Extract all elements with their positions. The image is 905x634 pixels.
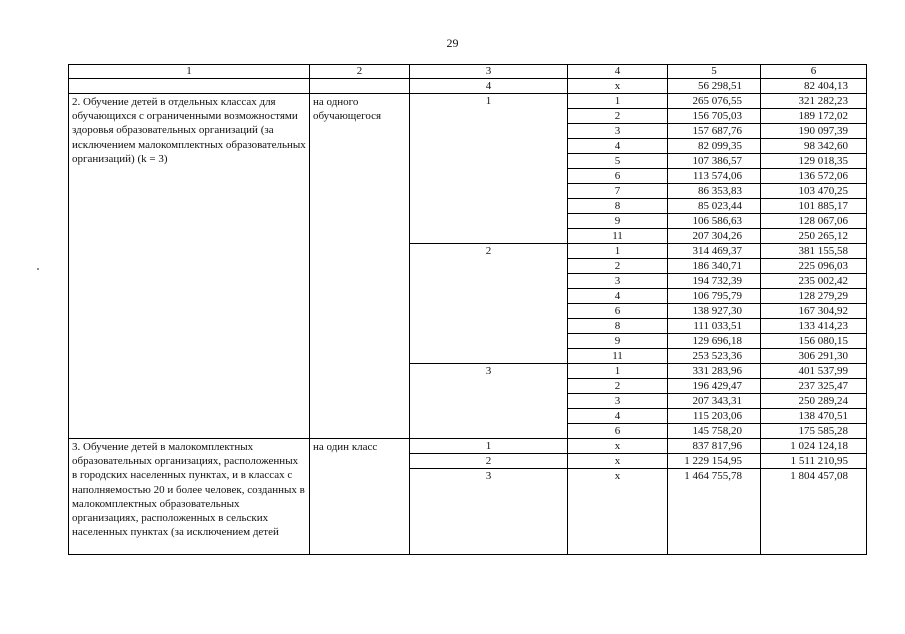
grade-cell: 7 <box>568 184 668 199</box>
value-col5: 115 203,06 <box>668 409 761 424</box>
value-col5: 194 732,39 <box>668 274 761 289</box>
value-col5: 196 429,47 <box>668 379 761 394</box>
value-col6: 138 470,51 <box>761 409 867 424</box>
value-col6: 133 414,23 <box>761 319 867 334</box>
value-col6: 1 024 124,18 <box>761 439 867 454</box>
grade-cell: 1 <box>568 244 668 259</box>
value-col5: 106 795,79 <box>668 289 761 304</box>
value-col5: 837 817,96 <box>668 439 761 454</box>
column-header-3: 3 <box>410 65 568 79</box>
value-col6: 190 097,39 <box>761 124 867 139</box>
value-col5: 207 343,31 <box>668 394 761 409</box>
value-col6: 235 002,42 <box>761 274 867 289</box>
grade-cell: 6 <box>568 169 668 184</box>
grade-cell: x <box>568 439 668 454</box>
grade-cell: 2 <box>568 379 668 394</box>
value-col6: 250 265,12 <box>761 229 867 244</box>
grade-cell: 1 <box>568 364 668 379</box>
value-col5: 1 229 154,95 <box>668 454 761 469</box>
value-col6: 225 096,03 <box>761 259 867 274</box>
column-header-6: 6 <box>761 65 867 79</box>
section2-description: 2. Обучение детей в отдельных классах для обучающихся с ограниченными возможностями здоровья образовательных организаций (за исключением малокомплектных образовательных организаций) (k = 3) <box>69 94 310 439</box>
grade-cell: x <box>568 79 668 94</box>
grade-cell: 1 <box>568 94 668 109</box>
value-col5: 138 927,30 <box>668 304 761 319</box>
value-col5: 86 353,83 <box>668 184 761 199</box>
value-col5: 265 076,55 <box>668 94 761 109</box>
value-col6: 129 018,35 <box>761 154 867 169</box>
level-cell: 2 <box>410 244 568 364</box>
grade-cell: 11 <box>568 349 668 364</box>
value-col6: 98 342,60 <box>761 139 867 154</box>
value-col5: 82 099,35 <box>668 139 761 154</box>
value-col6: 136 572,06 <box>761 169 867 184</box>
section3-description: 3. Обучение детей в малокомплектных образовательных организациях, расположенных в городских населенных пунктах, и в классах с наполняемостью 20 и более человек, созданных в малокомплектных образовательных организациях, расположенных в сельских населенных пунктах (за исключением детей <box>69 439 310 555</box>
grade-cell: 4 <box>568 409 668 424</box>
value-col5: 106 586,63 <box>668 214 761 229</box>
value-col6: 189 172,02 <box>761 109 867 124</box>
value-col6: 1 804 457,08 <box>761 469 867 555</box>
value-col6: 167 304,92 <box>761 304 867 319</box>
value-col5: 113 574,06 <box>668 169 761 184</box>
value-col6: 156 080,15 <box>761 334 867 349</box>
scan-artifact-dot <box>37 268 39 270</box>
value-col5: 156 705,03 <box>668 109 761 124</box>
value-col6: 306 291,30 <box>761 349 867 364</box>
grade-cell: 2 <box>568 109 668 124</box>
value-col6: 175 585,28 <box>761 424 867 439</box>
continuation-row <box>69 79 867 94</box>
grade-cell: 3 <box>568 274 668 289</box>
level-cell: 2 <box>410 454 568 469</box>
value-col6: 250 289,24 <box>761 394 867 409</box>
value-col5: 331 283,96 <box>668 364 761 379</box>
grade-cell: 4 <box>568 289 668 304</box>
value-col5: 157 687,76 <box>668 124 761 139</box>
value-col6: 82 404,13 <box>761 79 867 94</box>
section3-unit: на один класс <box>310 439 410 555</box>
value-col6: 237 325,47 <box>761 379 867 394</box>
value-col5: 186 340,71 <box>668 259 761 274</box>
grade-cell: 8 <box>568 319 668 334</box>
value-col6: 128 067,06 <box>761 214 867 229</box>
page-number: 29 <box>446 36 459 50</box>
value-col5: 1 464 755,78 <box>668 469 761 555</box>
grade-cell: 6 <box>568 304 668 319</box>
level-cell: 1 <box>410 94 568 244</box>
column-header-1: 1 <box>69 65 310 79</box>
header-row <box>69 65 867 79</box>
section2-unit: на одного обучающегося <box>310 94 410 439</box>
value-col5: 207 304,26 <box>668 229 761 244</box>
value-col6: 128 279,29 <box>761 289 867 304</box>
empty-cell <box>69 79 310 94</box>
column-header-5: 5 <box>668 65 761 79</box>
table-row <box>69 94 867 109</box>
tariff-table <box>68 64 867 555</box>
table-row <box>69 439 867 454</box>
level-cell: 3 <box>410 469 568 555</box>
level-cell: 4 <box>410 79 568 94</box>
grade-cell: 4 <box>568 139 668 154</box>
grade-cell: x <box>568 454 668 469</box>
level-cell: 1 <box>410 439 568 454</box>
level-cell: 3 <box>410 364 568 439</box>
value-col6: 103 470,25 <box>761 184 867 199</box>
column-header-4: 4 <box>568 65 668 79</box>
column-header-2: 2 <box>310 65 410 79</box>
empty-cell <box>310 79 410 94</box>
grade-cell: 3 <box>568 124 668 139</box>
grade-cell: 3 <box>568 394 668 409</box>
grade-cell: 5 <box>568 154 668 169</box>
value-col5: 253 523,36 <box>668 349 761 364</box>
grade-cell: 6 <box>568 424 668 439</box>
tariff-table-body <box>69 65 867 555</box>
value-col5: 145 758,20 <box>668 424 761 439</box>
value-col6: 321 282,23 <box>761 94 867 109</box>
value-col6: 401 537,99 <box>761 364 867 379</box>
value-col5: 111 033,51 <box>668 319 761 334</box>
value-col6: 381 155,58 <box>761 244 867 259</box>
value-col6: 101 885,17 <box>761 199 867 214</box>
grade-cell: 11 <box>568 229 668 244</box>
grade-cell: x <box>568 469 668 555</box>
value-col5: 314 469,37 <box>668 244 761 259</box>
grade-cell: 2 <box>568 259 668 274</box>
value-col5: 107 386,57 <box>668 154 761 169</box>
value-col5: 85 023,44 <box>668 199 761 214</box>
grade-cell: 9 <box>568 214 668 229</box>
value-col5: 129 696,18 <box>668 334 761 349</box>
grade-cell: 8 <box>568 199 668 214</box>
value-col5: 56 298,51 <box>668 79 761 94</box>
value-col6: 1 511 210,95 <box>761 454 867 469</box>
grade-cell: 9 <box>568 334 668 349</box>
